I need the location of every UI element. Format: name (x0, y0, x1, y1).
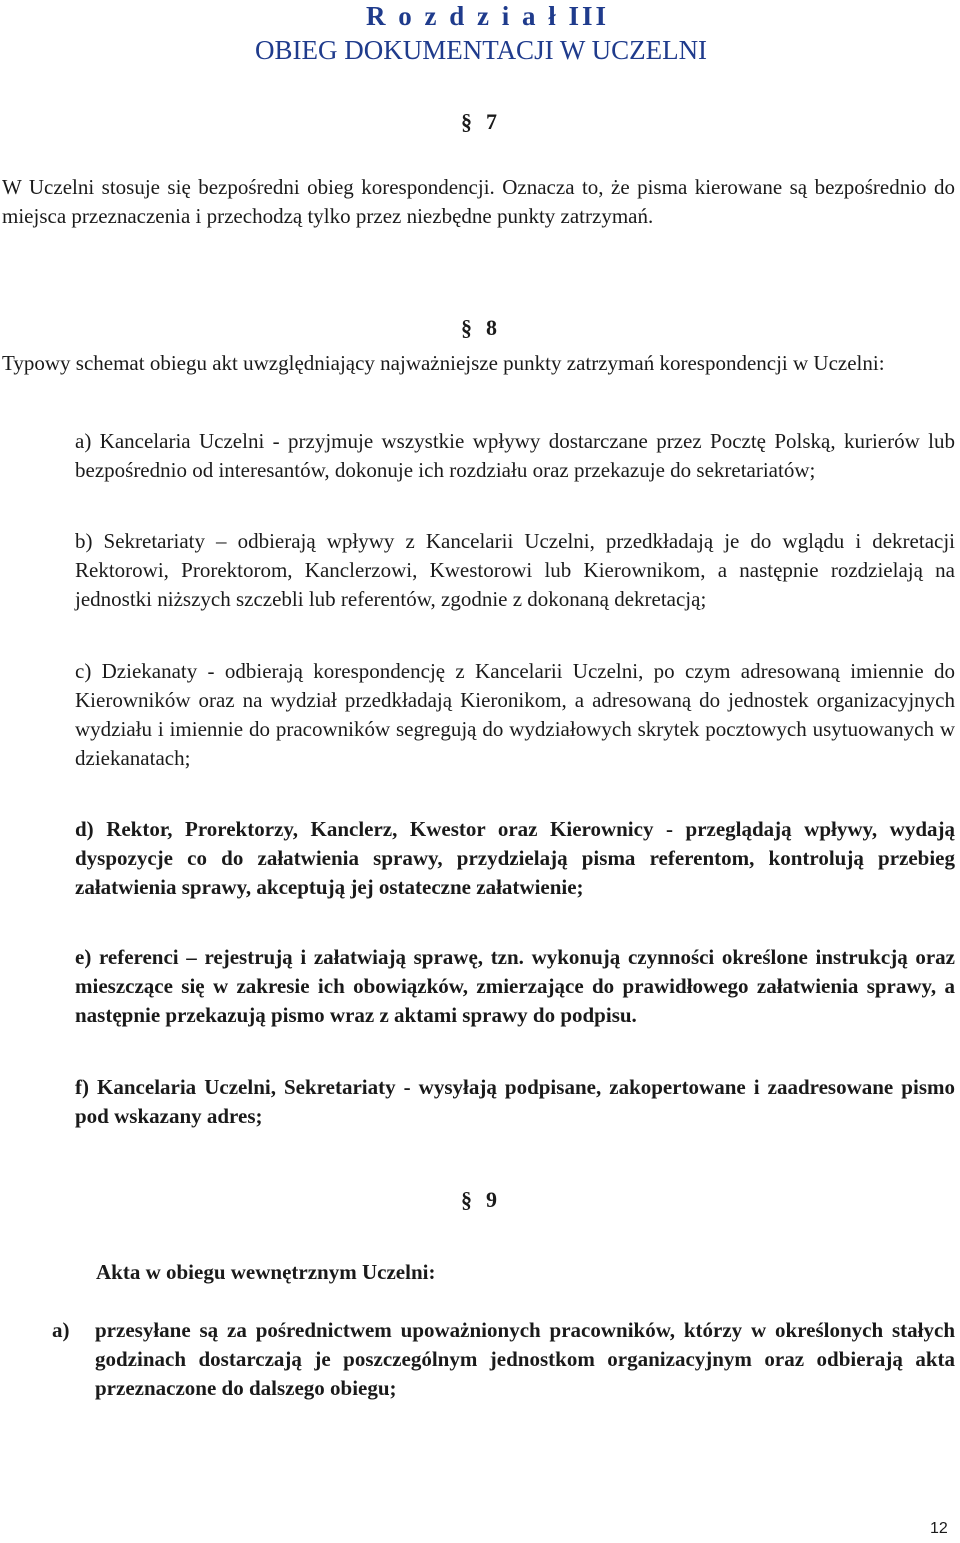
chapter-label: R o z d z i a ł III (366, 1, 610, 31)
section-sign: § (461, 1187, 472, 1212)
section-7-heading (461, 108, 497, 136)
list-item-f: f) Kancelaria Uczelni, Sekretariaty - wysyłają podpisane, zakopertowane i zaadresowane pismo pod wskazany adres; (75, 1075, 955, 1128)
section-9-heading (461, 1186, 497, 1214)
page-number: 12 (930, 1520, 948, 1537)
list-item-a: a) Kancelaria Uczelni - przyjmuje wszystkie wpływy dostarczane przez Pocztę Polską, kurierów lub bezpośrednio od interesantów, dokonuje ich rozdziału oraz przekazuje do sekretariatów; (75, 429, 955, 482)
list-item-c: c) Dziekanaty - odbierają korespondencję z Kancelarii Uczelni, po czym adresowaną imiennie do Kierowników oraz na wydział przedkładają Kieronikom, a adresowaną do jednostek organizacyjnych wydziału i imiennie do pracowników segregują do wydziałowych skrytek pocztowych usytuowanych w dziekanatach; (75, 659, 955, 770)
list-item-e: e) referenci – rejestrują i załatwiają sprawę, tzn. wykonują czynności określone instrukcją oraz mieszczące się w zakresie ich obowiązków, zmierzające do prawidłowego załatwienia sprawy, a następnie przekazują pismo wraz z aktami sprawy do podpisu. (75, 945, 955, 1027)
section-number: 8 (486, 315, 497, 340)
section-number: 7 (486, 109, 497, 134)
section-9-intro: Akta w obiegu wewnętrznym Uczelni: (96, 1260, 436, 1284)
section-7-text: W Uczelni stosuje się bezpośredni obieg korespondencji. Oznacza to, że pisma kierowane są bezpośrednio do miejsca przeznaczenia i przechodzą tylko przez niezbędne punkty zatrzymań. (2, 175, 955, 228)
list-item-a (52, 1316, 955, 1403)
chapter-title: OBIEG DOKUMENTACJI W UCZELNI (255, 35, 708, 65)
list-marker: a) (52, 1318, 70, 1342)
section-8-intro: Typowy schemat obiegu akt uwzględniający najważniejsze punkty zatrzymań korespondencji w Uczelni: (2, 351, 885, 375)
section-8-heading (461, 314, 497, 342)
section-sign: § (461, 109, 472, 134)
list-item-d: d) Rektor, Prorektorzy, Kanclerz, Kwestor oraz Kierownicy - przeglądają wpływy, wydają dyspozycje co do załatwienia sprawy, przydzielają pisma referentom, kontrolują przebieg załatwienia sprawy, akceptują jej ostateczne załatwienie; (75, 817, 955, 899)
list-item-text: przesyłane są za pośrednictwem upoważnionych pracowników, którzy w określonych stałych godzinach dostarczają je poszczególnym jednostkom organizacyjnym oraz odbierają akta przeznaczone do dalszego obiegu; (95, 1318, 955, 1400)
section-sign: § (461, 315, 472, 340)
section-number: 9 (486, 1187, 497, 1212)
list-item-b: b) Sekretariaty – odbierają wpływy z Kancelarii Uczelni, przedkładają je do wglądu i dekretacji Rektorowi, Prorektorom, Kanclerzowi, Kwestorowi lub Kierownikom, a następnie rozdzielają na jednostki niższych szczebli lub referentów, zgodnie z dokonaną dekretacją; (75, 529, 955, 611)
